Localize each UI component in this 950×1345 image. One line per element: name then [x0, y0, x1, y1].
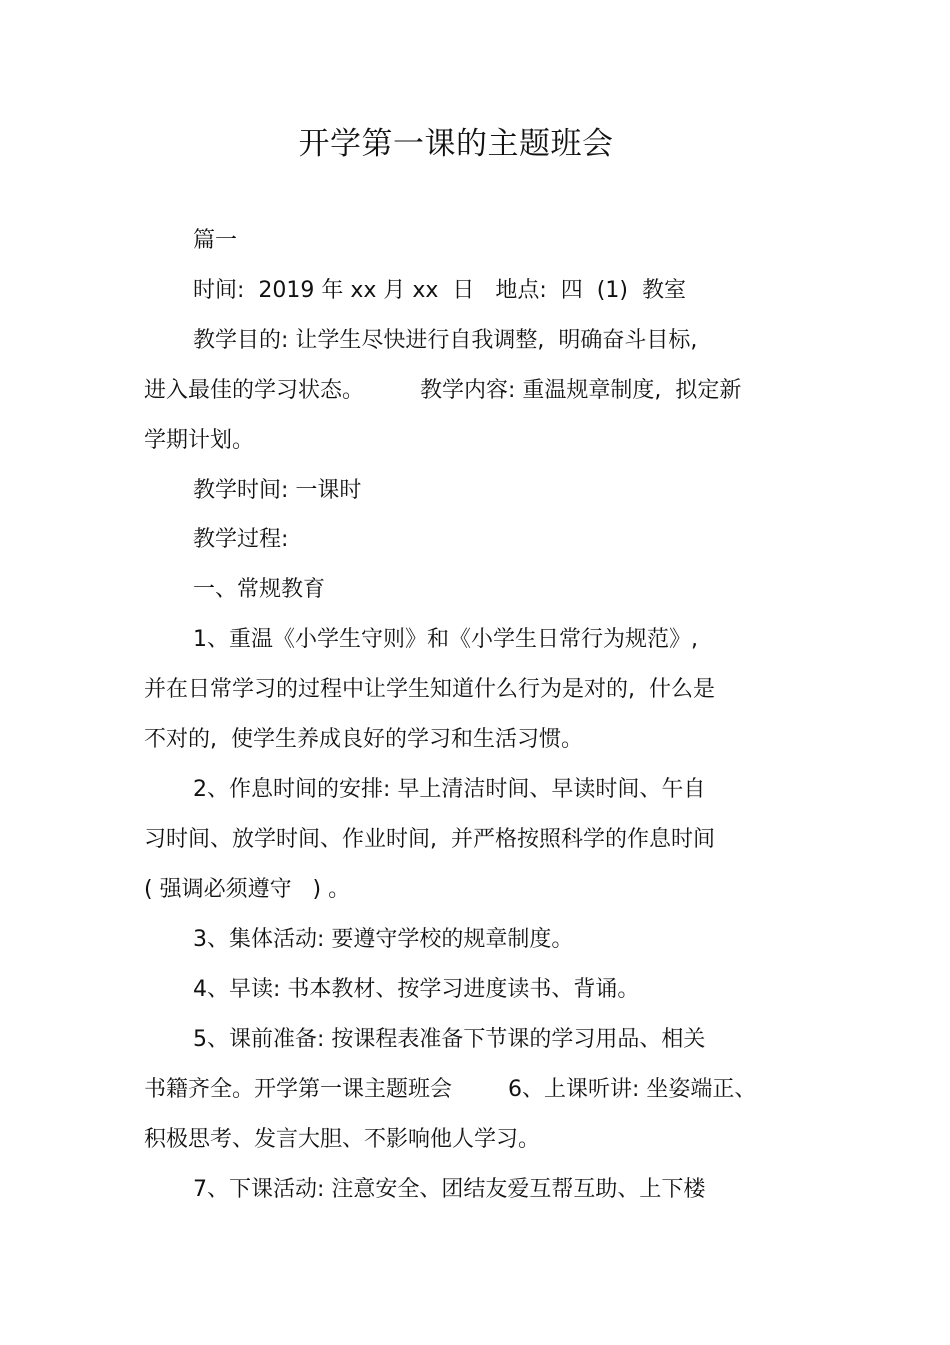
list-item: 2、作息时间的安排: 早上清洁时间、早读时间、午自: [193, 777, 706, 802]
list-item: 7、下课活动: 注意安全、团结友爱互帮互助、上下楼: [193, 1177, 706, 1202]
body-line: 教学过程:: [193, 527, 289, 552]
list-item-continuation: 积极思考、发言大胆、不影响他人学习。: [144, 1127, 541, 1152]
list-item: 3、集体活动: 要遵守学校的规章制度。: [193, 927, 574, 952]
list-item-continuation: 书籍齐全。开学第一课主题班会 6、上课听讲: 坐姿端正、: [144, 1077, 757, 1102]
time-location-line: 时间: 2019 年 xx 月 xx 日 地点: 四 (1) 教室: [193, 278, 686, 303]
body-line: 进入最佳的学习状态。 教学内容: 重温规章制度, 拟定新: [144, 378, 742, 403]
body-line: 教学时间: 一课时: [193, 478, 362, 503]
subsection-heading: 一、常规教育: [193, 577, 326, 602]
document-title: 开学第一课的主题班会: [298, 126, 614, 162]
list-item: 4、早读: 书本教材、按学习进度读书、背诵。: [193, 977, 640, 1002]
list-item: 5、课前准备: 按课程表准备下节课的学习用品、相关: [193, 1027, 706, 1052]
list-item: 1、重温《小学生守则》和《小学生日常行为规范》,: [193, 627, 698, 652]
list-item-continuation: 并在日常学习的过程中让学生知道什么行为是对的, 什么是: [144, 677, 715, 702]
body-line: 学期计划。: [144, 428, 255, 453]
list-item-continuation: 习时间、放学时间、作业时间, 并严格按照科学的作息时间: [144, 827, 715, 852]
list-item-continuation: ( 强调必须遵守 ) 。: [144, 877, 351, 902]
section-heading: 篇一: [193, 228, 238, 253]
list-item-continuation: 不对的, 使学生养成良好的学习和生活习惯。: [144, 727, 583, 752]
body-line: 教学目的: 让学生尽快进行自我调整, 明确奋斗目标,: [193, 328, 698, 353]
